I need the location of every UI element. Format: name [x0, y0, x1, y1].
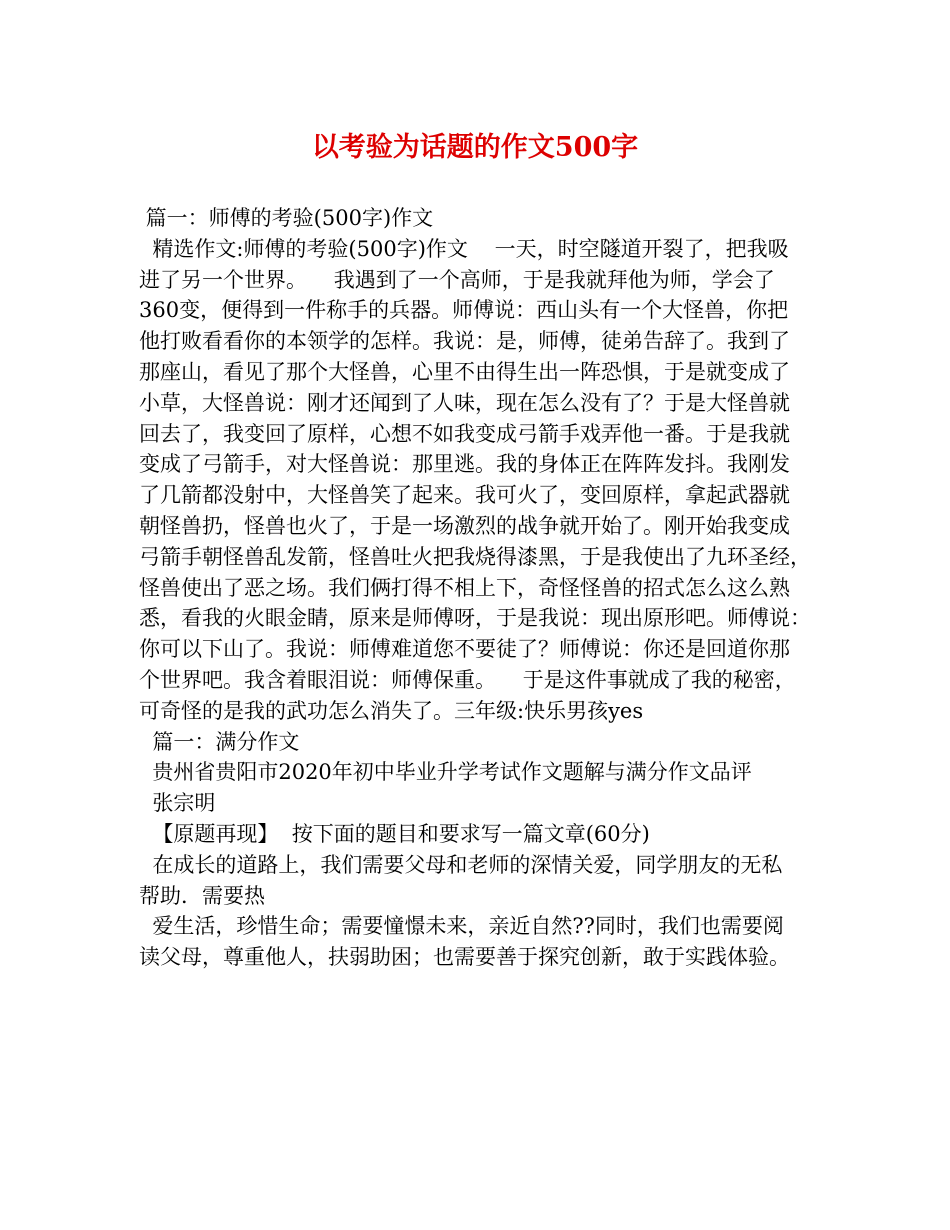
text-line: 360变，便得到一件称手的兵器。师傅说：西山头有一个大怪兽，你把: [139, 298, 789, 323]
text-line: 爱生活，珍惜生命；需要憧憬未来，亲近自然??同时，我们也需要阅: [139, 914, 784, 939]
text-line: 贵州省贵阳市2020年初中毕业升学考试作文题解与满分作文品评: [139, 760, 752, 785]
text-line: 回去了，我变回了原样，心想不如我变成弓箭手戏弄他一番。于是我就: [139, 421, 790, 446]
text-line: 那座山，看见了那个大怪兽，心里不由得生出一阵恐惧，于是就变成了: [139, 359, 790, 384]
text-line: 可奇怪的是我的武功怎么消失了。三年级:快乐男孩yes: [139, 698, 644, 723]
text-line: 朝怪兽扔，怪兽也火了，于是一场激烈的战争就开始了。刚开始我变成: [139, 513, 790, 538]
text-line: 在成长的道路上，我们需要父母和老师的深情关爱，同学朋友的无私: [139, 852, 783, 877]
text-line: 【原题再现】 按下面的题目和要求写一篇文章(60分): [139, 821, 650, 846]
document-title: 以考验为话题的作文500字: [311, 132, 639, 163]
text-line: 怪兽使出了恶之场。我们俩打得不相上下，奇怪怪兽的招式怎么这么熟: [139, 575, 790, 600]
text-line: 弓箭手朝怪兽乱发箭，怪兽吐火把我烧得漆黑，于是我使出了九环圣经，: [139, 544, 811, 569]
text-line: 张宗明: [139, 791, 216, 816]
text-line: 你可以下山了。我说：师傅难道您不要徒了？师傅说：你还是回道你那: [139, 637, 790, 662]
text-line: 读父母，尊重他人，扶弱助困；也需要善于探究创新，敢于实践体验。: [139, 945, 790, 970]
text-line: 篇一：师傅的考验(500字)作文: [139, 206, 434, 230]
text-line: 小草，大怪兽说：刚才还闻到了人味，现在怎么没有了？于是大怪兽就: [139, 390, 790, 415]
text-line: 篇一：满分作文: [139, 729, 300, 754]
text-line: 进了另一个世界。 我遇到了一个高师，于是我就拜他为师，学会了: [139, 267, 775, 292]
text-line: 了几箭都没射中，大怪兽笑了起来。我可火了，变回原样，拿起武器就: [139, 483, 790, 508]
text-line: 帮助．需要热: [139, 883, 265, 908]
document-body: [139, 203, 829, 973]
text-line: 悉，看我的火眼金睛，原来是师傅呀，于是我说：现出原形吧。师傅说：: [139, 606, 811, 631]
text-line: 个世界吧。我含着眼泪说：师傅保重。 于是这件事就成了我的秘密，: [139, 667, 796, 692]
text-line: 精选作文:师傅的考验(500字)作文 一天，时空隧道开裂了，把我吸: [139, 236, 789, 261]
text-line: 变成了弓箭手，对大怪兽说：那里逃。我的身体正在阵阵发抖。我刚发: [139, 452, 790, 477]
text-line: 他打败看看你的本领学的怎样。我说：是，师傅，徒弟告辞了。我到了: [139, 329, 790, 354]
